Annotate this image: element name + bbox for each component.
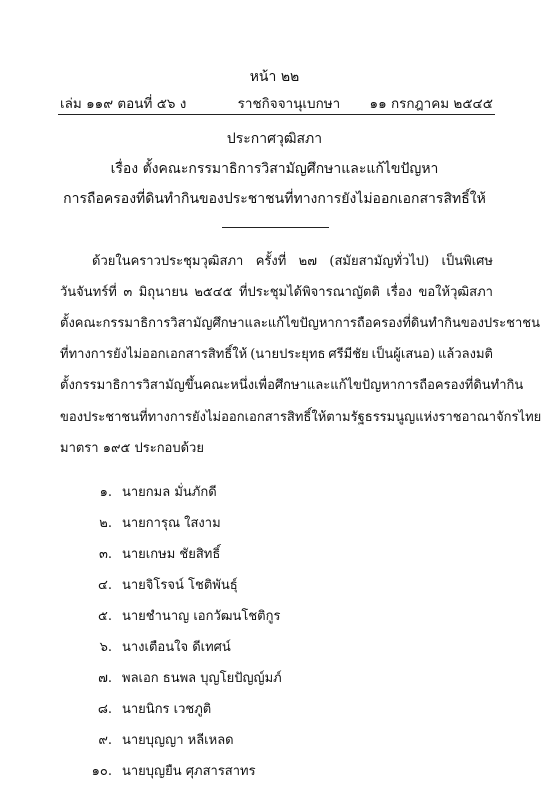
body-word: เป็นพิเศษ [441, 254, 493, 269]
member-item [78, 543, 220, 564]
member-number: ๓. [98, 547, 112, 562]
member-item [78, 574, 238, 595]
member-name: นายจิโรจน์ โชติพันธุ์ [122, 578, 238, 593]
member-name: นายกมล มั่นภักดี [122, 485, 217, 500]
member-item [78, 512, 221, 533]
member-name: พลเอก ธนพล บุญโยปัญญ์มภ์ [122, 671, 282, 686]
member-item [78, 729, 234, 750]
publication-date: ๑๑ กรกฎาคม ๒๕๔๕ [369, 96, 493, 112]
announcement-subject: เรื่อง ตั้งคณะกรรมาธิการวิสามัญศึกษาและแก้ไขปัญหา [110, 161, 439, 177]
title-divider [222, 227, 329, 228]
body-word: ของประชาชนที่ทางการยังไม่ออกเอกสารสิทธิ์ให้ [60, 410, 327, 425]
volume-issue: เล่ม ๑๑๙ ตอนที่ ๕๖ ง [60, 96, 187, 112]
member-item [78, 667, 282, 688]
member-number: ๑๐. [91, 764, 112, 779]
member-item [78, 698, 211, 719]
body-word: (สมัยสามัญทั่วไป) [329, 254, 430, 269]
body-word: ศรีมีชัย [328, 347, 369, 362]
gazette-name: ราชกิจจานุเบกษา [237, 96, 341, 112]
member-name: นายการุณ ใสงาม [122, 516, 221, 531]
body-word: ๓ [123, 285, 133, 300]
body-line [92, 250, 493, 271]
member-name: นายนิกร เวชภูติ [122, 702, 212, 717]
member-item [78, 481, 217, 502]
member-item [78, 605, 280, 626]
body-line [60, 406, 542, 427]
member-name: นายบุญยืน ศุภสารสาทร [122, 764, 256, 779]
member-number: ๖. [99, 640, 112, 655]
member-number: ๘. [97, 702, 112, 717]
body-word: ตามรัฐธรรมนูญแห่งราชอาณาจักรไทย [326, 410, 542, 425]
body-word: เรื่อง [386, 285, 412, 300]
body-line [60, 281, 493, 302]
body-word: เป็นผู้เสนอ) [371, 347, 436, 362]
member-number: ๒. [99, 516, 112, 531]
body-word: ด้วยในคราวประชุมวุฒิสภา [92, 254, 244, 269]
member-number: ๑. [99, 485, 112, 500]
page-number: หน้า ๒๒ [249, 69, 300, 85]
body-word: ขอให้วุฒิสภา [418, 285, 493, 300]
header-divider [58, 114, 495, 115]
member-name: นายชำนาญ เอกวัฒนโชติกูร [122, 609, 281, 624]
gazette-header [60, 92, 493, 114]
body-word: วันจันทร์ที่ [60, 285, 117, 300]
body-word: มิถุนายน [138, 285, 188, 300]
member-name: นางเตือนใจ ดีเทศน์ [122, 640, 231, 655]
body-word: ตั้งกรรมาธิการวิสามัญขึ้นคณะหนึ่งเพื่อศึกษาและแก้ไขปัญหาการถือครองที่ดินทำกิน [60, 378, 524, 393]
member-number: ๕. [98, 609, 112, 624]
body-word: ๒๗ [298, 254, 318, 269]
body-word: ๒๕๔๕ [194, 285, 233, 300]
body-line [60, 437, 493, 458]
member-number: ๗. [98, 671, 112, 686]
member-number: ๙. [98, 733, 112, 748]
member-item [78, 636, 231, 657]
member-number: ๔. [98, 578, 112, 593]
body-line [60, 312, 540, 333]
body-word: (นายประยุทธ [250, 347, 326, 362]
body-word: ที่ทางการยังไม่ออกเอกสารสิทธิ์ให้ [60, 347, 248, 362]
member-name: นายเกษม ชัยสิทธิ์ [122, 547, 221, 562]
body-line [60, 343, 493, 364]
member-item [78, 760, 256, 781]
body-word: ที่ประชุมได้พิจารณาญัตติ [238, 285, 380, 300]
body-line [60, 374, 524, 395]
member-name: นายบุญญา หลีเหลด [122, 733, 234, 748]
announcement-subject-cont: การถือครองที่ดินทำกินของประชาชนที่ทางการยังไม่ออกเอกสารสิทธิ์ให้ [63, 191, 486, 207]
body-word: แล้วลงมติ [438, 347, 493, 362]
body-word: ครั้งที่ [255, 254, 287, 269]
body-word: ตั้งคณะกรรมาธิการวิสามัญศึกษาและแก้ไขปัญหาการถือครองที่ดินทำกินของประชาชน [60, 316, 540, 331]
body-word: มาตรา ๑๙๕ ประกอบด้วย [60, 441, 204, 456]
announcement-title: ประกาศวุฒิสภา [226, 131, 323, 147]
